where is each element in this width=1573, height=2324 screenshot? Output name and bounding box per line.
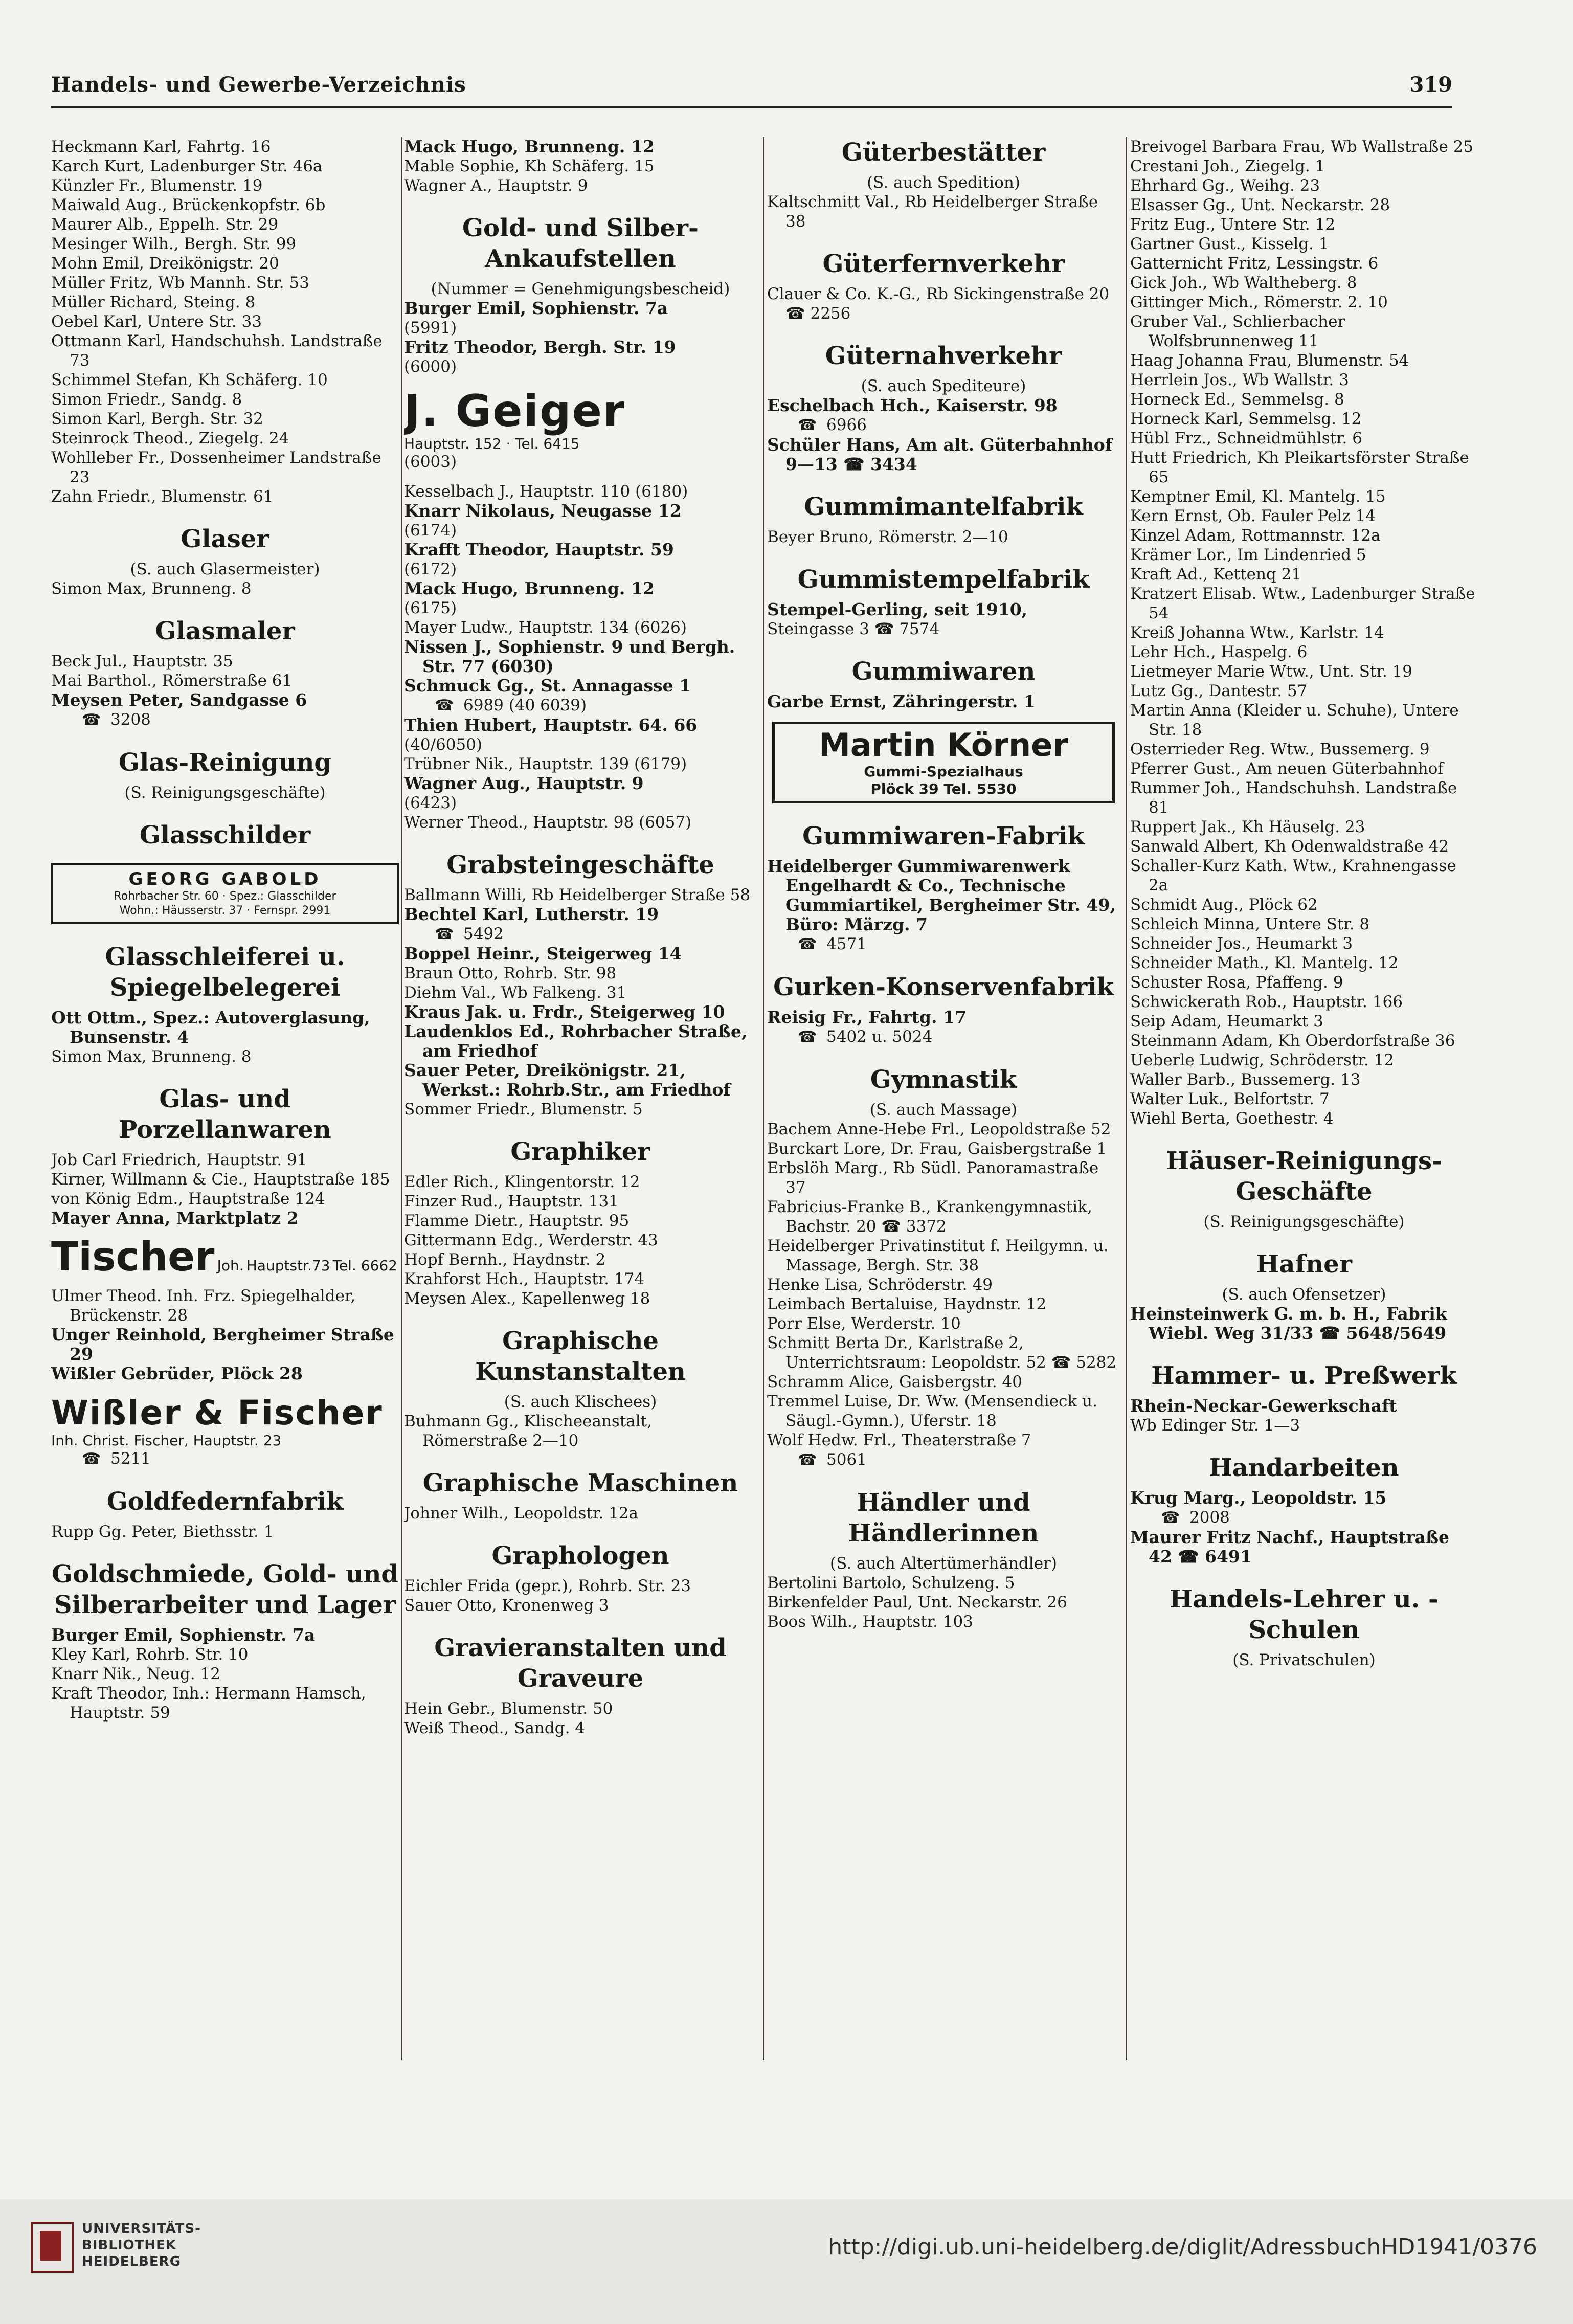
directory-entry: Wb Edinger Str. 1—3 (1130, 1416, 1300, 1435)
section-heading-glasmaler: Glasmaler (155, 617, 295, 645)
library-logo-icon (31, 2222, 74, 2273)
directory-entry: Maurer Fritz Nachf., Hauptstraße 42 ☎ 6491 (1130, 1527, 1450, 1567)
ad-line: Plöck 39 Tel. 5530 (870, 780, 1017, 797)
directory-entry: Schaller-Kurz Kath. Wtw., Krahnengasse 2a (1130, 857, 1456, 895)
section-heading-gold-ankauf: Gold- und Silber-Ankaufstellen (462, 214, 699, 273)
directory-entry: Nissen J., Sophienstr. 9 und Bergh. Str. 77 (6030) (404, 637, 735, 676)
library-name (82, 2221, 201, 2270)
directory-entry: Werner Theod., Hauptstr. 98 (6057) (404, 813, 692, 832)
phone-number: ☎ 3208 (51, 710, 399, 730)
section-heading-gueternah: Güternahverkehr (825, 342, 1062, 370)
column-3 (767, 137, 1120, 2060)
section-heading-gueterbestaetter: Güterbestätter (841, 138, 1046, 167)
directory-entry: Martin Anna (Kleider u. Schuhe), Untere Str. 18 (1130, 701, 1459, 739)
directory-entry: Maiwald Aug., Brückenkopfstr. 6b (51, 196, 326, 214)
column-rule (1126, 137, 1127, 2060)
directory-entry: Stempel-Gerling, seit 1910, (767, 599, 1028, 619)
section-heading-graveure: Gravieranstalten und Graveure (434, 1634, 727, 1693)
phone-number: ☎ 2008 (1130, 1508, 1478, 1528)
directory-entry: Erbslöh Marg., Rb Südl. Panoramastraße 37 (767, 1159, 1099, 1197)
directory-entry: Eichler Frida (gepr.), Rohrb. Str. 23 (404, 1577, 691, 1595)
directory-entry: Simon Max, Brunneng. 8 (51, 1047, 252, 1066)
directory-entry: Mable Sophie, Kh Schäferg. 15 (404, 157, 655, 175)
entry-list (404, 754, 757, 774)
entry-list (767, 1573, 1120, 1632)
directory-entry: Zahn Friedr., Blumenstr. 61 (51, 487, 274, 506)
directory-entry: Schneider Jos., Heumarkt 3 (1130, 934, 1353, 953)
section-heading-handelslehrer: Handels-Lehrer u. -Schulen (1170, 1585, 1439, 1644)
directory-entry: Laudenklos Ed., Rohrbacher Straße, am Friedhof (404, 1021, 748, 1061)
advertisement-geiger (404, 387, 757, 472)
directory-entry: Mai Barthol., Römerstraße 61 (51, 672, 293, 690)
section-heading-glasschleiferei: Glasschleiferei u. Spiegelbelegerei (105, 943, 345, 1002)
directory-entry: Heidelberger Gummiwarenwerk Engelhardt & Co., Technische Gummiartikel, Bergheimer Str. 49, Büro: Märzg. 7 (767, 856, 1116, 934)
directory-entry: Beyer Bruno, Römerstr. 2—10 (767, 528, 1008, 546)
directory-entry: Schüler Hans, Am alt. Güterbahnhof 9—13 ☎ 3434 (767, 435, 1113, 474)
entry-list (404, 1576, 757, 1615)
directory-entry: Mayer Anna, Marktplatz 2 (51, 1208, 299, 1228)
directory-entry: Wiehl Berta, Goethestr. 4 (1130, 1109, 1334, 1128)
directory-entry: Burger Emil, Sophienstr. 7a (51, 1625, 316, 1645)
directory-entry: Schmitt Berta Dr., Karlstraße 2, Unterrichtsraum: Leopoldstr. 52 ☎ 5282 (767, 1334, 1117, 1372)
license-number: (40/6050) (404, 735, 482, 754)
directory-entry: Tremmel Luise, Dr. Ww. (Mensendieck u. Säugl.-Gymn.), Uferstr. 18 (767, 1392, 1097, 1430)
directory-entry: Steinmann Adam, Kh Oberdorfstraße 36 (1130, 1032, 1455, 1050)
section-heading-glasporzellan: Glas- und Porzellanwaren (119, 1085, 331, 1144)
directory-entry: Ballmann Willi, Rb Heidelberger Straße 58 (404, 886, 751, 904)
entry-list (51, 137, 399, 506)
section-heading-haendler: Händler und Händlerinnen (848, 1488, 1039, 1548)
entry-list (404, 618, 757, 637)
library-name-line: HEIDELBERG (82, 2254, 182, 2269)
directory-entry: Henke Lisa, Schröderstr. 49 (767, 1276, 993, 1294)
section-heading-gummifabrik: Gummiwaren-Fabrik (802, 822, 1085, 851)
directory-entry: Müller Richard, Steing. 8 (51, 293, 256, 311)
directory-entry: Hübl Frz., Schneidmühlstr. 6 (1130, 429, 1362, 448)
advertisement-gabold (51, 863, 399, 924)
cross-reference: (Nummer = Genehmigungsbescheid) (431, 280, 730, 298)
cross-reference: (S. auch Ofensetzer) (1222, 1285, 1386, 1304)
directory-entry: Simon Friedr., Sandg. 8 (51, 390, 242, 409)
directory-entry: von König Edm., Hauptstraße 124 (51, 1190, 325, 1208)
section-heading-gueterfern: Güterfernverkehr (822, 250, 1065, 278)
cross-reference: (S. Reinigungsgeschäfte) (1203, 1213, 1405, 1231)
section-heading-gummistempel: Gummistempelfabrik (797, 565, 1090, 594)
directory-entry: Schimmel Stefan, Kh Schäferg. 10 (51, 371, 328, 389)
directory-entry: Gartner Gust., Kisselg. 1 (1130, 235, 1329, 253)
directory-entry: Knarr Nik., Neug. 12 (51, 1665, 220, 1683)
section-heading-goldfedern: Goldfedernfabrik (106, 1487, 344, 1516)
section-heading-handarbeiten: Handarbeiten (1209, 1454, 1399, 1482)
section-heading-haeuser: Häuser-Reinigungs-Geschäfte (1166, 1147, 1442, 1206)
cross-reference: (S. auch Glasermeister) (130, 560, 320, 578)
directory-entry: Lutz Gg., Dantestr. 57 (1130, 682, 1308, 700)
section-heading-grabstein: Grabsteingeschäfte (446, 851, 714, 879)
phone-number: ☎ 6966 (767, 415, 1120, 435)
directory-entry: Kinzel Adam, Rottmannstr. 12a (1130, 526, 1381, 545)
directory-entry: Schneider Math., Kl. Mantelg. 12 (1130, 954, 1399, 972)
ad-name: J. Geiger (404, 386, 626, 437)
directory-entry: Ottmann Karl, Handschuhsh. Landstraße 73 (51, 332, 383, 370)
directory-entry: Ruppert Jak., Kh Häuselg. 23 (1130, 818, 1365, 836)
directory-entry: Schleich Minna, Untere Str. 8 (1130, 915, 1370, 933)
directory-entry: Rummer Joh., Handschuhsh. Landstraße 81 (1130, 779, 1457, 817)
directory-entry: Porr Else, Werderstr. 10 (767, 1314, 961, 1333)
phone-number: ☎ 5211 (51, 1449, 399, 1469)
entry-list (404, 1699, 757, 1738)
license-number: (6174) (404, 521, 457, 540)
directory-entry: Wagner A., Hauptstr. 9 (404, 176, 588, 195)
directory-entry: Sauer Otto, Kronenweg 3 (404, 1596, 609, 1615)
directory-entry: Wißler Gebrüder, Plöck 28 (51, 1364, 303, 1383)
directory-entry: Fritz Theodor, Bergh. Str. 19 (404, 337, 676, 357)
ad-line: Hauptstr. 152 · Tel. 6415 (404, 435, 580, 452)
directory-entry: Kesselbach J., Hauptstr. 110 (6180) (404, 482, 688, 501)
phone-number: ☎ 6989 (40 6039) (404, 696, 757, 716)
directory-entry: Meysen Alex., Kapellenweg 18 (404, 1289, 650, 1308)
entry-list (51, 1047, 399, 1066)
directory-entry: Gittermann Edg., Werderstr. 43 (404, 1231, 658, 1249)
cross-reference: (S. auch Altertümerhändler) (830, 1554, 1057, 1573)
entry-list (767, 619, 1120, 639)
digitization-footer (0, 2199, 1573, 2324)
directory-entry: Gatternicht Fritz, Lessingstr. 6 (1130, 254, 1379, 273)
directory-entry: Künzler Fr., Blumenstr. 19 (51, 176, 263, 195)
section-heading-gummimantel: Gummimantelfabrik (804, 493, 1083, 521)
directory-entry: Breivogel Barbara Frau, Wb Wallstraße 25 (1130, 138, 1474, 156)
column-1 (51, 137, 399, 2060)
directory-entry: Krämer Lor., Im Lindenried 5 (1130, 546, 1366, 564)
directory-entry: Edler Rich., Klingentorstr. 12 (404, 1173, 640, 1191)
directory-entry: Simon Karl, Bergh. Str. 32 (51, 410, 263, 428)
directory-entry: Sommer Friedr., Blumenstr. 5 (404, 1100, 643, 1119)
directory-entry: Hein Gebr., Blumenstr. 50 (404, 1700, 613, 1718)
directory-entry: Burckart Lore, Dr. Frau, Gaisbergstraße 1 (767, 1139, 1107, 1158)
ad-name: GEORG GABOLD (128, 869, 322, 889)
ad-line: Wohn.: Häusserstr. 37 · Fernspr. 2991 (119, 904, 331, 917)
directory-entry: Horneck Ed., Semmelsg. 8 (1130, 390, 1344, 409)
directory-entry: Heinsteinwerk G. m. b. H., Fabrik Wiebl. Weg 31/33 ☎ 5648/5649 (1130, 1304, 1447, 1343)
directory-entry: Sauer Peter, Dreikönigstr. 21, Werkst.: Rohrb.Str., am Friedhof (404, 1060, 731, 1100)
directory-entry: Fritz Eug., Untere Str. 12 (1130, 215, 1336, 234)
directory-entry: Mohn Emil, Dreikönigstr. 20 (51, 254, 279, 273)
entry-list (51, 652, 399, 690)
license-number: (6003) (404, 453, 457, 471)
directory-entry: Meysen Peter, Sandgasse 6 (51, 690, 307, 710)
directory-entry: Krafft Theodor, Hauptstr. 59 (404, 540, 674, 560)
directory-entry: Flamme Dietr., Hauptstr. 95 (404, 1212, 630, 1230)
entry-list (767, 192, 1120, 231)
ad-line: Inh. Christ. Fischer, Hauptstr. 23 (51, 1432, 282, 1449)
cross-reference: (S. Privatschulen) (1232, 1651, 1376, 1669)
directory-entry: Mayer Ludw., Hauptstr. 134 (6026) (404, 618, 687, 637)
entry-list (404, 964, 757, 1002)
directory-entry: Herrlein Jos., Wb Wallstr. 3 (1130, 371, 1349, 389)
directory-entry: Gick Joh., Wb Waltheberg. 8 (1130, 274, 1357, 292)
directory-entry: Birkenfelder Paul, Unt. Neckarstr. 26 (767, 1593, 1067, 1612)
entry-list (767, 527, 1120, 547)
directory-entry: Kreiß Johanna Wtw., Karlstr. 14 (1130, 623, 1384, 642)
entry-list (404, 1100, 757, 1119)
section-heading-hammer: Hammer- u. Preßwerk (1151, 1361, 1457, 1390)
section-heading-glasreinigung: Glas-Reinigung (119, 748, 331, 777)
directory-entry: Wagner Aug., Hauptstr. 9 (404, 773, 644, 793)
directory-entry: Kraus Jak. u. Frdr., Steigerweg 10 (404, 1002, 725, 1022)
entry-list (1130, 137, 1478, 1128)
advertisement-koerner (772, 722, 1115, 803)
directory-entry: Ehrhard Gg., Weihg. 23 (1130, 176, 1320, 195)
directory-entry: Mack Hugo, Brunneng. 12 (404, 137, 655, 157)
directory-entry: Oebel Karl, Untere Str. 33 (51, 312, 262, 331)
entry-list (51, 1522, 399, 1541)
entry-list (51, 1150, 399, 1209)
directory-entry: Reisig Fr., Fahrtg. 17 (767, 1007, 967, 1027)
directory-entry: Waller Barb., Bussemerg. 13 (1130, 1070, 1361, 1089)
ad-address: Hauptstr.73 (246, 1257, 330, 1274)
directory-entry: Hutt Friedrich, Kh Pleikartsförster Straße 65 (1130, 449, 1469, 486)
directory-entry: Seip Adam, Heumarkt 3 (1130, 1012, 1323, 1031)
directory-entry: Gittinger Mich., Römerstr. 2. 10 (1130, 293, 1388, 311)
license-number: (6423) (404, 794, 457, 812)
entry-list (51, 1645, 399, 1723)
section-heading-hafner: Hafner (1256, 1250, 1352, 1279)
cross-reference: (S. Reinigungsgeschäfte) (124, 784, 326, 802)
directory-entry: Elsasser Gg., Unt. Neckarstr. 28 (1130, 196, 1390, 214)
directory-entry: Steingasse 3 ☎ 7574 (767, 620, 940, 638)
entry-list (767, 284, 1120, 323)
entry-list (404, 1172, 757, 1308)
advertisement-wissler (51, 1394, 399, 1469)
ad-name: Wißler & Fischer (51, 1393, 383, 1433)
directory-entry: Thien Hubert, Hauptstr. 64. 66 (404, 715, 698, 735)
directory-entry: Bachem Anne-Hebe Frl., Leopoldstraße 52 (767, 1120, 1111, 1138)
phone-number: ☎ 5492 (404, 924, 757, 944)
phone-number: ☎ 4571 (767, 934, 1120, 954)
directory-entry: Steinrock Theod., Ziegelg. 24 (51, 429, 289, 448)
section-heading-kunstanstalten: Graphische Kunstanstalten (475, 1327, 686, 1386)
entry-list (51, 579, 399, 598)
directory-entry: Simon Max, Brunneng. 8 (51, 579, 252, 598)
directory-entry: Pferrer Gust., Am neuen Güterbahnhof (1130, 759, 1444, 778)
directory-entry: Maurer Alb., Eppelh. Str. 29 (51, 215, 279, 234)
directory-entry: Crestani Joh., Ziegelg. 1 (1130, 157, 1325, 175)
directory-entry: Lehr Hch., Haspelg. 6 (1130, 643, 1308, 661)
library-name-line: BIBLIOTHEK (82, 2238, 177, 2253)
directory-entry: Diehm Val., Wb Falkeng. 31 (404, 984, 627, 1002)
directory-entry: Heckmann Karl, Fahrtg. 16 (51, 138, 271, 156)
directory-entry: Bechtel Karl, Lutherstr. 19 (404, 904, 659, 924)
running-head-title: Handels- und Gewerbe-Verzeichnis (51, 73, 466, 97)
directory-entry: Kirner, Willmann & Cie., Hauptstraße 185 (51, 1170, 390, 1189)
directory-entry: Müller Fritz, Wb Mannh. Str. 53 (51, 274, 309, 292)
entry-list (51, 1286, 399, 1325)
entry-list (404, 1412, 757, 1450)
directory-entry: Schuster Rosa, Pfaffeng. 9 (1130, 973, 1343, 992)
directory-entry: Ueberle Ludwig, Schröderstr. 12 (1130, 1051, 1394, 1069)
directory-entry: Weiß Theod., Sandg. 4 (404, 1719, 586, 1737)
directory-entry: Kemptner Emil, Kl. Mantelg. 15 (1130, 487, 1386, 506)
directory-entry: Braun Otto, Rohrb. Str. 98 (404, 964, 617, 982)
entry-list (404, 813, 757, 832)
cross-reference: (S. auch Spediteure) (861, 377, 1026, 395)
entry-list (404, 885, 757, 905)
library-name-line: UNIVERSITÄTS- (82, 2221, 201, 2237)
phone-number: ☎ 5402 u. 5024 (767, 1027, 1120, 1047)
entry-list (404, 157, 757, 195)
directory-entry: Unger Reinhold, Bergheimer Straße 29 (51, 1325, 394, 1364)
directory-entry: Rhein-Neckar-Gewerkschaft (1130, 1396, 1397, 1416)
ad-line: Gummi-Spezialhaus (864, 763, 1023, 780)
directory-entry: Kern Ernst, Ob. Fauler Pelz 14 (1130, 507, 1376, 525)
directory-columns (51, 137, 1473, 2060)
license-number: (6000) (404, 357, 457, 376)
directory-entry: Wolf Hedw. Frl., Theaterstraße 7 (767, 1431, 1031, 1449)
directory-entry: Haag Johanna Frau, Blumenstr. 54 (1130, 351, 1409, 370)
directory-entry: Boppel Heinr., Steigerweg 14 (404, 944, 682, 964)
license-number: (6172) (404, 560, 457, 578)
directory-entry: Schmidt Aug., Plöck 62 (1130, 896, 1318, 914)
running-head (51, 71, 1452, 108)
column-rule (401, 137, 402, 2060)
cross-reference: (S. auch Massage) (869, 1101, 1018, 1119)
source-url-link[interactable]: http://digi.ub.uni-heidelberg.de/diglit/AdressbuchHD1941/0376 (828, 2234, 1537, 2260)
ad-sub: Joh. (217, 1257, 244, 1274)
directory-entry: Osterrieder Reg. Wtw., Bussemerg. 9 (1130, 740, 1430, 758)
section-heading-goldschmiede: Goldschmiede, Gold- und Silberarbeiter und Lager (52, 1560, 398, 1619)
directory-entry: Clauer & Co. K.-G., Rb Sickingenstraße 20 ☎ 2256 (767, 285, 1110, 323)
section-heading-gymnastik: Gymnastik (870, 1065, 1017, 1094)
directory-entry: Krahforst Hch., Hauptstr. 174 (404, 1270, 644, 1288)
directory-entry: Trübner Nik., Hauptstr. 139 (6179) (404, 755, 687, 773)
section-heading-graphologen: Graphologen (491, 1541, 669, 1570)
directory-entry: Beck Jul., Hauptstr. 35 (51, 652, 233, 671)
directory-entry: Kraft Ad., Kettenq 21 (1130, 565, 1302, 584)
directory-entry: Mack Hugo, Brunneng. 12 (404, 578, 655, 598)
directory-entry: Ott Ottm., Spez.: Autoverglasung, Bunsenstr. 4 (51, 1008, 370, 1047)
section-heading-gurken: Gurken-Konservenfabrik (773, 973, 1114, 1001)
ad-name: Martin Körner (819, 726, 1068, 764)
ad-name: Tischer (51, 1234, 215, 1280)
section-heading-graphiker: Graphiker (510, 1137, 650, 1166)
directory-entry: Garbe Ernst, Zähringerstr. 1 (767, 691, 1036, 711)
directory-entry: Mesinger Wilh., Bergh. Str. 99 (51, 235, 297, 253)
phone-number: ☎ 5061 (767, 1450, 1120, 1470)
directory-entry: Kraft Theodor, Inh.: Hermann Hamsch, Hauptstr. 59 (51, 1684, 366, 1722)
directory-entry: Bertolini Bartolo, Schulzeng. 5 (767, 1574, 1015, 1592)
directory-entry: Burger Emil, Sophienstr. 7a (404, 298, 668, 318)
directory-entry: Schmuck Gg., St. Annagasse 1 (404, 676, 691, 696)
column-4 (1130, 137, 1478, 2060)
directory-entry: Boos Wilh., Hauptstr. 103 (767, 1613, 973, 1631)
directory-entry: Eschelbach Hch., Kaiserstr. 98 (767, 395, 1058, 415)
directory-entry: Wohlleber Fr., Dossenheimer Landstraße 23 (51, 449, 381, 486)
directory-entry: Hopf Bernh., Haydnstr. 2 (404, 1250, 606, 1269)
column-2 (404, 137, 757, 2060)
directory-entry: Walter Luk., Belfortstr. 7 (1130, 1090, 1330, 1108)
entry-list (404, 1504, 757, 1523)
directory-entry: Kratzert Elisab. Wtw., Ladenburger Straße 54 (1130, 585, 1475, 622)
column-rule (763, 137, 764, 2060)
cross-reference: (S. auch Klischees) (504, 1393, 657, 1411)
section-heading-gummiwaren: Gummiwaren (851, 657, 1036, 686)
directory-entry: Leimbach Bertaluise, Haydnstr. 12 (767, 1295, 1047, 1313)
entry-list (404, 482, 757, 501)
license-number: (5991) (404, 319, 457, 337)
directory-entry: Krug Marg., Leopoldstr. 15 (1130, 1488, 1387, 1508)
license-number: (6175) (404, 599, 457, 617)
page-number: 319 (1409, 73, 1452, 97)
ad-phone: Tel. 6662 (332, 1257, 398, 1274)
directory-entry: Ulmer Theod. Inh. Frz. Spiegelhalder, Brückenstr. 28 (51, 1287, 356, 1325)
entry-list (1130, 1416, 1478, 1435)
directory-entry: Fabricius-Franke B., Krankengymnastik, Bachstr. 20 ☎ 3372 (767, 1198, 1092, 1236)
ad-line: Rohrbacher Str. 60 · Spez.: Glasschilder (114, 890, 336, 903)
directory-entry: Schwickerath Rob., Hauptstr. 166 (1130, 993, 1403, 1011)
directory-entry: Kley Karl, Rohrb. Str. 10 (51, 1645, 249, 1664)
directory-entry: Lietmeyer Marie Wtw., Unt. Str. 19 (1130, 662, 1412, 681)
advertisement-tischer (51, 1235, 399, 1279)
directory-entry: Kaltschmitt Val., Rb Heidelberger Straße 38 (767, 193, 1098, 231)
entry-list (767, 1120, 1120, 1450)
directory-entry: Rupp Gg. Peter, Biethsstr. 1 (51, 1523, 274, 1541)
directory-entry: Karch Kurt, Ladenburger Str. 46a (51, 157, 323, 175)
directory-entry: Johner Wilh., Leopoldstr. 12a (404, 1504, 638, 1523)
directory-entry: Horneck Karl, Semmelsg. 12 (1130, 410, 1362, 428)
directory-entry: Job Carl Friedrich, Hauptstr. 91 (51, 1151, 307, 1169)
section-heading-glasschilder: Glasschilder (139, 821, 311, 850)
cross-reference: (S. auch Spedition) (867, 173, 1020, 192)
directory-entry: Buhmann Gg., Klischeeanstalt, Römerstraße 2—10 (404, 1412, 652, 1450)
directory-entry: Gruber Val., Schlierbacher Wolfsbrunnenweg 11 (1130, 312, 1345, 350)
directory-entry: Knarr Nikolaus, Neugasse 12 (404, 501, 682, 521)
directory-entry: Finzer Rud., Hauptstr. 131 (404, 1192, 619, 1211)
directory-entry: Schramm Alice, Gaisbergstr. 40 (767, 1373, 1022, 1391)
section-heading-glaser: Glaser (181, 525, 269, 553)
directory-entry: Heidelberger Privatinstitut f. Heilgymn. u. Massage, Bergh. Str. 38 (767, 1237, 1109, 1275)
directory-entry: Sanwald Albert, Kh Odenwaldstraße 42 (1130, 837, 1449, 856)
section-heading-maschinen: Graphische Maschinen (422, 1469, 738, 1498)
